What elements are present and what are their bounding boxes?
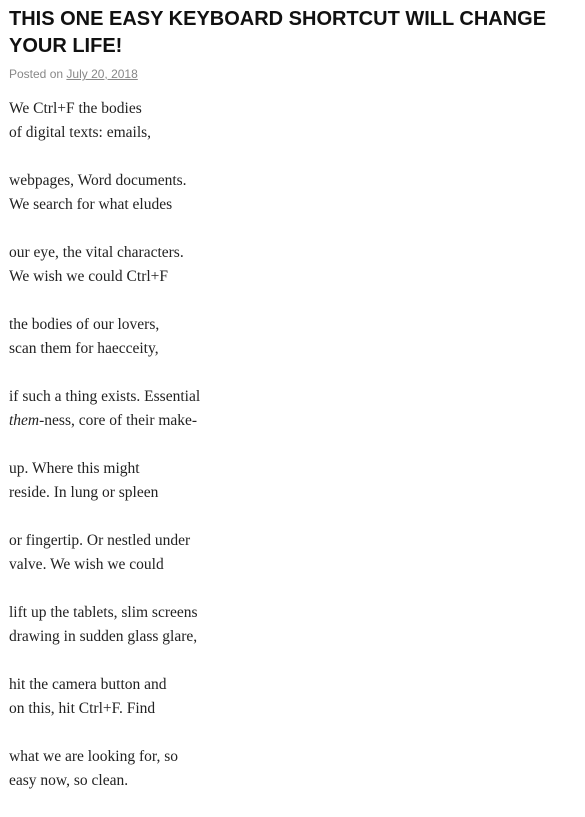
poem-line-text: hit the camera button and xyxy=(9,676,167,693)
poem-stanza xyxy=(9,385,579,433)
poem-line xyxy=(9,313,579,337)
poem-line xyxy=(9,625,579,649)
poem-line-text: what we are looking for, so xyxy=(9,748,178,765)
poem-line-text: We wish we could Ctrl+F xyxy=(9,268,169,285)
poem-line xyxy=(9,745,579,769)
poem-stanza xyxy=(9,313,579,361)
poem-line-text: reside. In lung or spleen xyxy=(9,484,159,501)
poem-line xyxy=(9,265,579,289)
poem-line xyxy=(9,169,579,193)
poem-line xyxy=(9,337,579,361)
poem-line-text: -ness, core of their make- xyxy=(39,412,198,429)
poem-stanza xyxy=(9,673,579,721)
poem-body xyxy=(9,97,579,793)
poem-line-text: on this, hit Ctrl+F. Find xyxy=(9,700,156,717)
poem-line xyxy=(9,241,579,265)
poem-line xyxy=(9,481,579,505)
post-title: THIS ONE EASY KEYBOARD SHORTCUT WILL CHANGE YOUR LIFE! xyxy=(9,8,547,57)
poem-line-text: valve. We wish we could xyxy=(9,556,164,573)
poem-line-text: drawing in sudden glass glare, xyxy=(9,628,198,645)
poem-line xyxy=(9,697,579,721)
poem-line-text: of digital texts: emails, xyxy=(9,124,152,141)
poem-line xyxy=(9,193,579,217)
poem-line xyxy=(9,409,579,433)
poem-line-text: easy now, so clean. xyxy=(9,772,129,789)
poem-line-text: lift up the tablets, slim screens xyxy=(9,604,198,621)
poem-stanza xyxy=(9,457,579,505)
post-date-link[interactable]: July 20, 2018 xyxy=(66,67,138,81)
poem-line-text: up. Where this might xyxy=(9,460,140,477)
posted-on-label: Posted on xyxy=(9,67,64,81)
poem-line xyxy=(9,529,579,553)
poem-line xyxy=(9,769,579,793)
post-meta xyxy=(9,66,579,82)
poem-line-text: our eye, the vital characters. xyxy=(9,244,184,261)
poem-stanza xyxy=(9,601,579,649)
poem-stanza xyxy=(9,745,579,793)
poem-line-text: the bodies of our lovers, xyxy=(9,316,160,333)
poem-line-italic: them xyxy=(9,412,40,429)
poem-stanza xyxy=(9,169,579,217)
poem-line-text: We search for what eludes xyxy=(9,196,173,213)
poem-line-text: We Ctrl+F the bodies xyxy=(9,100,142,117)
poem-line-text: or fingertip. Or nestled under xyxy=(9,532,191,549)
poem-line xyxy=(9,601,579,625)
poem-stanza xyxy=(9,97,579,145)
poem-line-text: webpages, Word documents. xyxy=(9,172,187,189)
poem-line xyxy=(9,457,579,481)
poem-line xyxy=(9,97,579,121)
poem-line-text: scan them for haecceity, xyxy=(9,340,159,357)
poem-line-text: if such a thing exists. Essential xyxy=(9,388,201,405)
poem-stanza xyxy=(9,241,579,289)
poem-line xyxy=(9,121,579,145)
poem-line xyxy=(9,673,579,697)
blog-post xyxy=(9,6,579,817)
poem-line xyxy=(9,553,579,577)
poem-line xyxy=(9,385,579,409)
poem-stanza xyxy=(9,529,579,577)
